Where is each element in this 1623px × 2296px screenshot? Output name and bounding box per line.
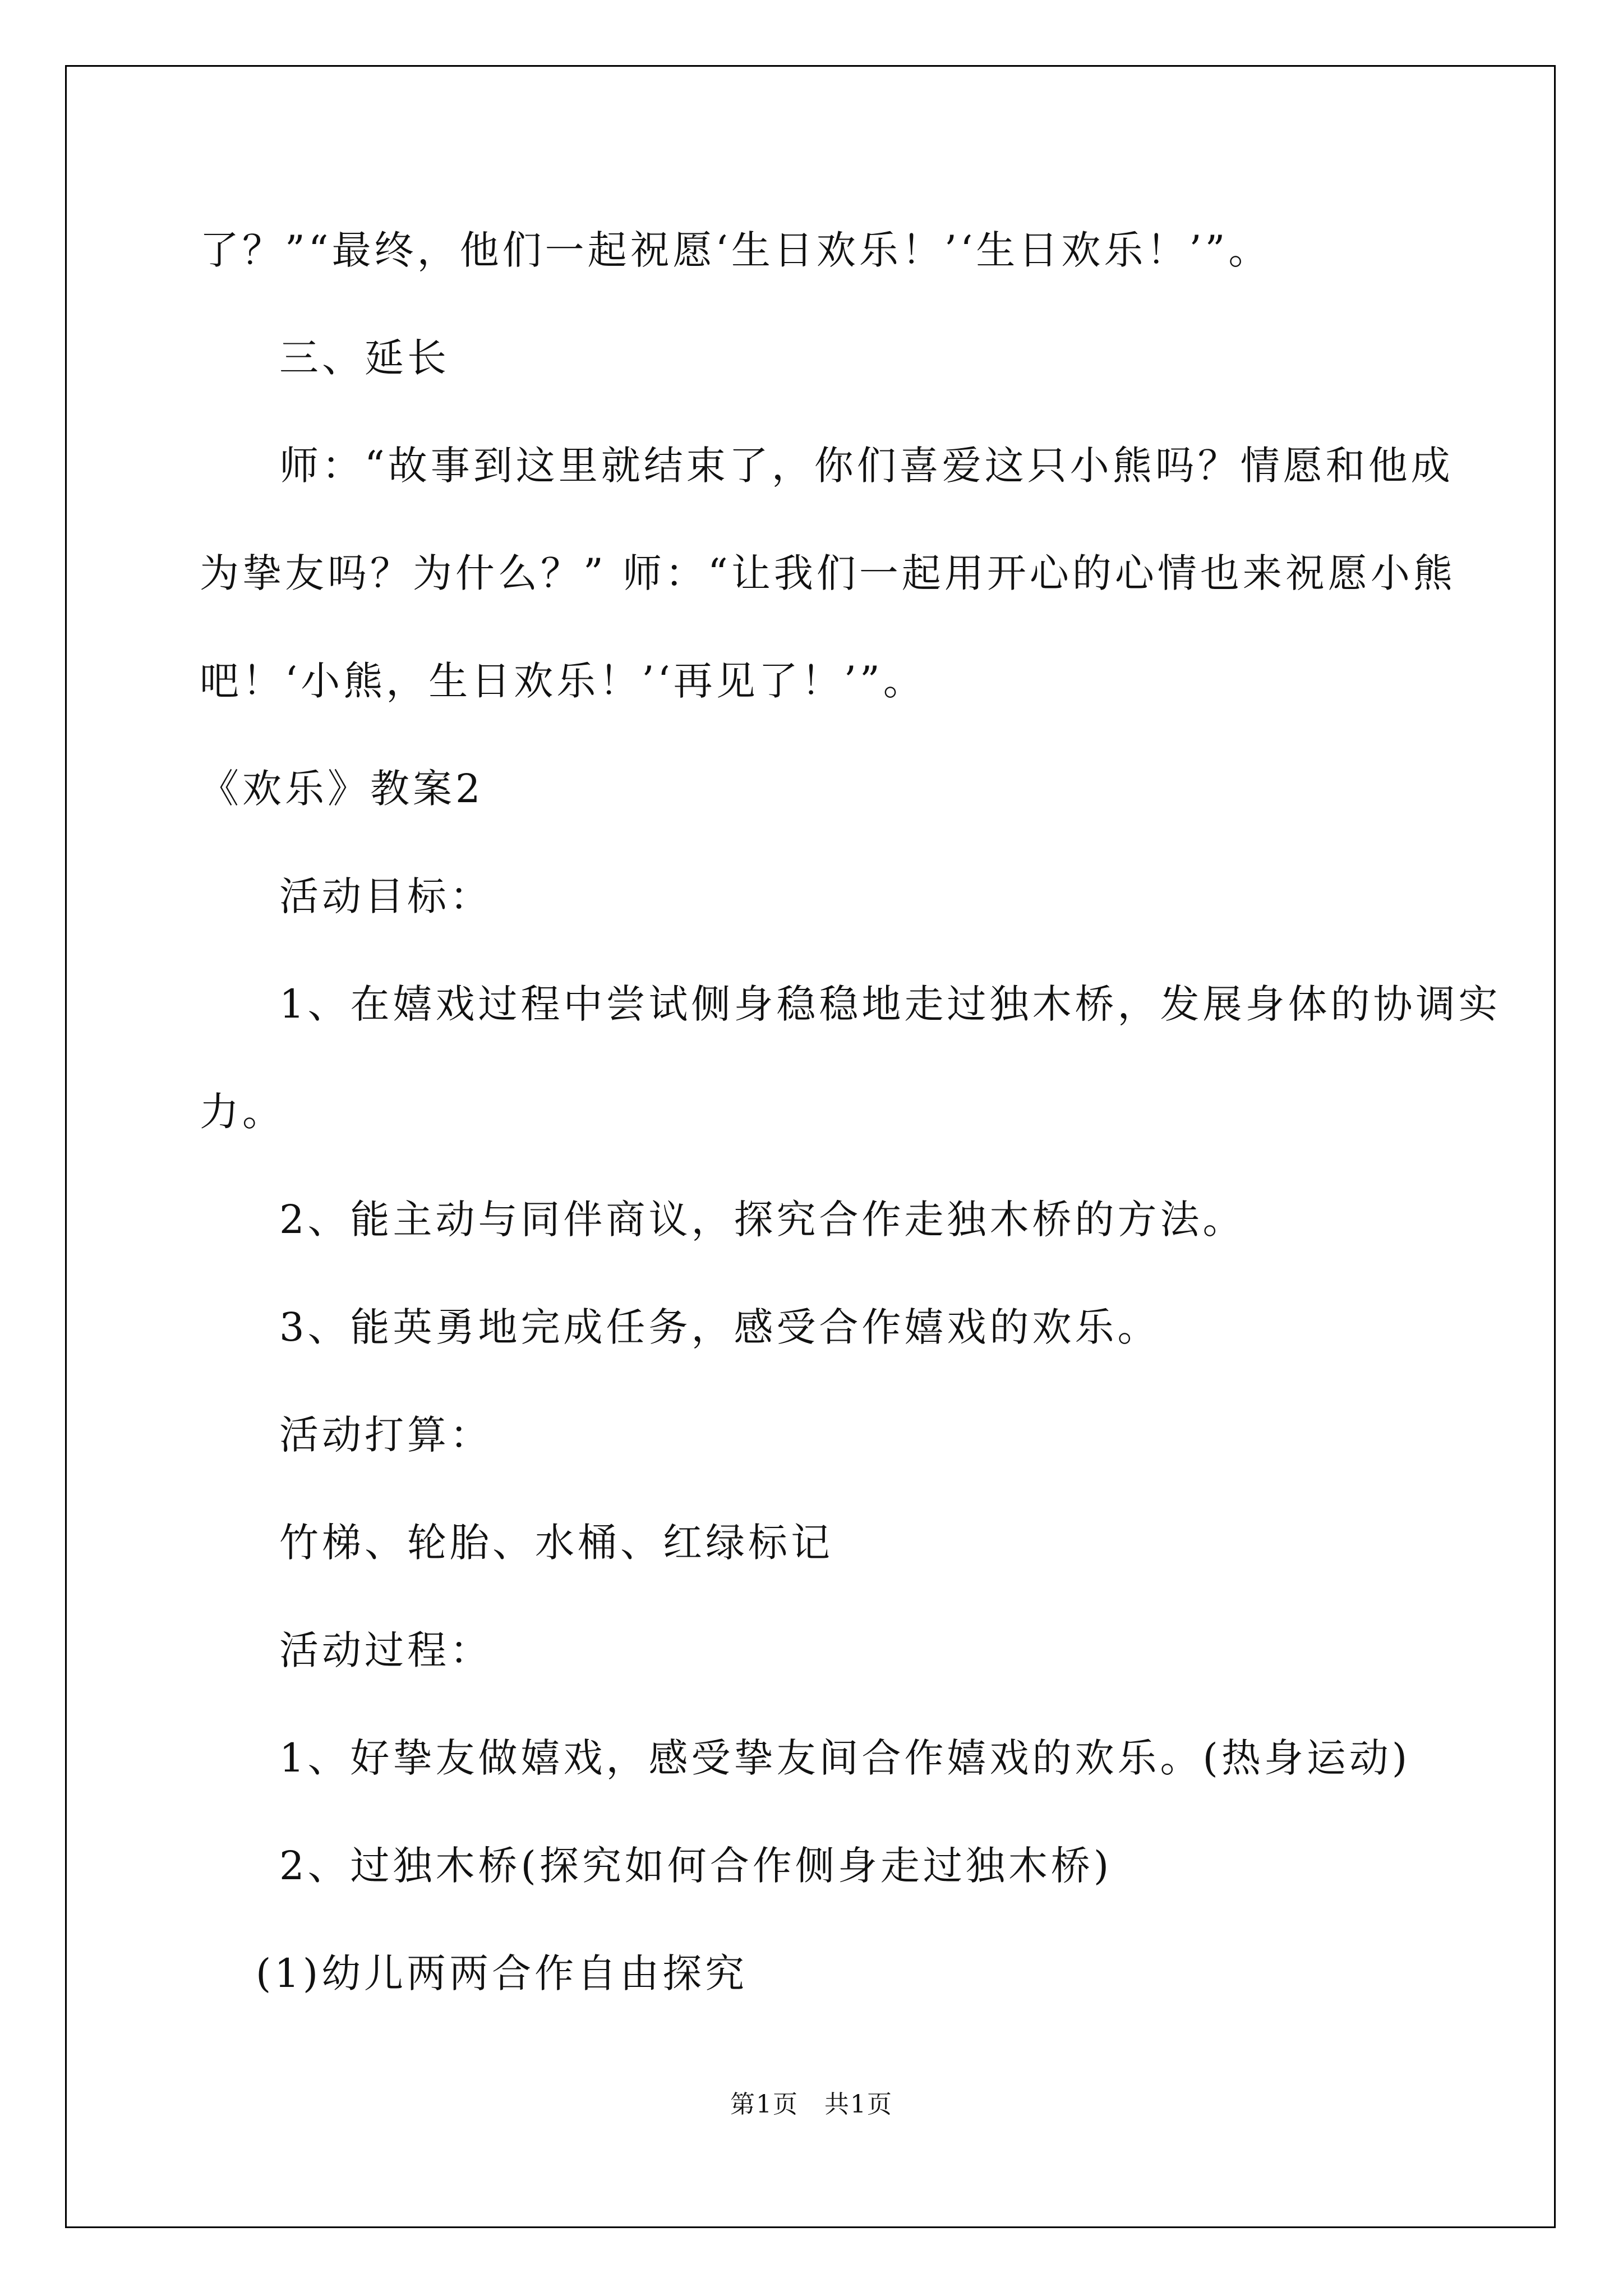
page-frame [65,65,1556,2228]
section-heading: 活动打算： [279,1412,492,1458]
paragraph-line: 竹梯、轮胎、水桶、红绿标记 [279,1520,833,1566]
section-heading: 活动过程： [279,1627,492,1673]
list-item: 1、好挚友做嬉戏，感受挚友间合作嬉戏的欢乐。(热身运动) [279,1735,1411,1781]
list-item-continuation: 力。 [200,1089,285,1135]
list-item: 2、能主动与同伴商议，探究合作走独木桥的方法。 [279,1197,1246,1243]
paragraph-line: 吧！‘小熊，生日欢乐！’‘再见了！’”。 [200,658,926,704]
list-item: 2、过独木桥(探究如何合作侧身走过独木桥) [279,1843,1113,1889]
paragraph-line: 为挚友吗？为什么？” 师：“让我们一起用开心的心情也来祝愿小熊 [200,550,1456,596]
paragraph-line: 师：“故事到这里就结束了，你们喜爱这只小熊吗？情愿和他成 [279,443,1454,489]
list-item: 3、能英勇地完成任务，感受合作嬉戏的欢乐。 [279,1304,1160,1350]
section-heading: 三、延长 [279,335,450,381]
page-footer: 第1页 共1页 [730,2090,893,2119]
sub-list-item: (1)幼儿两两合作自由探究 [256,1950,748,1996]
document-title: 《欢乐》教案2 [200,766,484,812]
list-item: 1、在嬉戏过程中尝试侧身稳稳地走过独木桥，发展身体的协调实 [279,981,1501,1027]
section-heading: 活动目标： [279,873,492,919]
paragraph-line: 了？”“最终，他们一起祝愿‘生日欢乐！’‘生日欢乐！’”。 [200,227,1271,273]
